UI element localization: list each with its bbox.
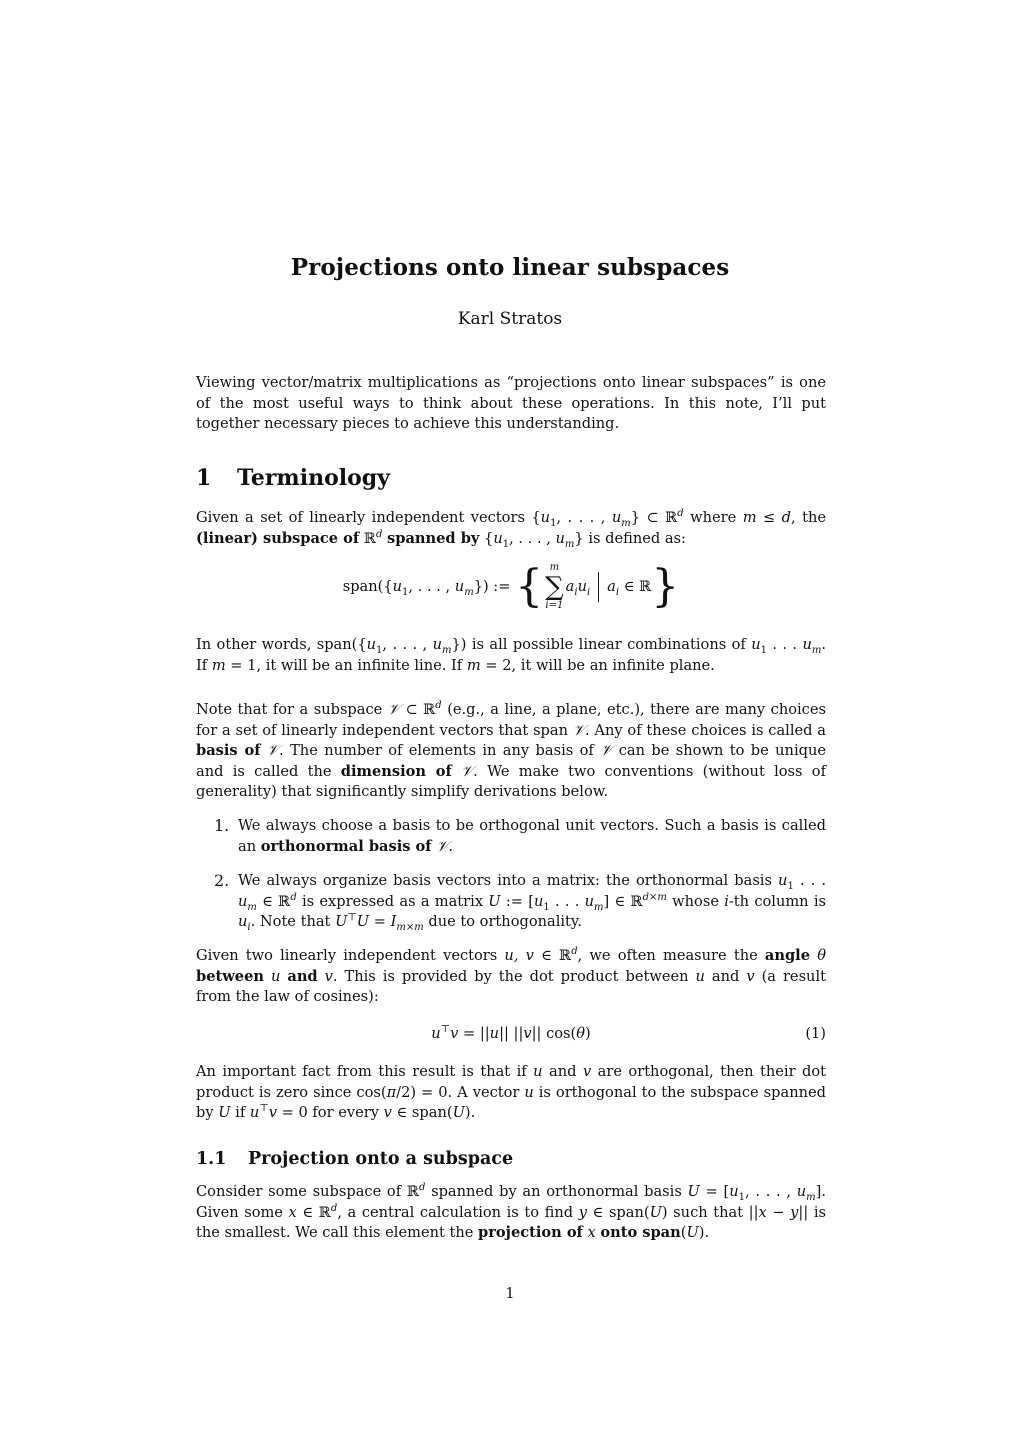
paragraph-basis: Note that for a subspace 𝒱 ⊂ ℝ$^d$ (e.g., a line, a plane, etc.), there are many choices for a set of linearly independent vectors that span 𝒱. Any of these choices is called a basis of 𝒱. The number of elements in any basis of 𝒱 can be shown to be unique and is called the dimension of 𝒱. We make two conventions (without loss of generality) that significantly simplify derivations below. xyxy=(196,700,826,801)
paragraph-orthogonal: An important fact from this result is that if u and v are orthogonal, then their dot product is zero since cos(π/2) = 0. A vector u is orthogonal to the subspace spanned by U if u⊤v = 0 for every v ∈ span(U). xyxy=(196,1063,826,1122)
list-item: 1. We always choose a basis to be orthogonal unit vectors. Such a basis is called an orthonormal basis of 𝒱. xyxy=(214,816,826,855)
span-definition-equation: $span(\{u_1$, . . . , $u_m$}) := { m ∑ i=1 $a_iu_i$ $a_i$ ∈ ℝ} xyxy=(342,561,680,612)
subsection-heading-projection xyxy=(196,1149,513,1169)
abstract xyxy=(196,373,826,435)
author-name: Karl Stratos xyxy=(457,309,563,329)
paragraph-projection: Consider some subspace of ℝ$^d$ spanned by an orthonormal basis $U = [u_1$, . . . , $u_m$]. Given some x ∈ ℝ$^d$, a central calculation is to find y ∈ span(U) such that ||x − y|| is the smallest. We call this element the projection of x onto span(U). xyxy=(196,1182,826,1242)
section-heading-terminology xyxy=(196,465,390,491)
equation-1: u⊤v = ||u|| ||v|| cos(θ) (1) xyxy=(431,1024,826,1042)
subsection-title: Projection onto a subspace xyxy=(248,1149,514,1169)
conventions-list xyxy=(196,816,826,933)
abstract-text: Viewing vector/matrix multiplications as “projections onto linear subspaces” is one of the most useful ways to think about these operations. In this note, I’ll put together necessary pieces to achieve this understanding. xyxy=(196,374,826,433)
subsection-number: 1.1 xyxy=(196,1149,227,1169)
equation-number: (1) xyxy=(805,1025,826,1042)
paragraph-angle: Given two linearly independent vectors u, v ∈ ℝ$^d$, we often measure the angle θ between u and v. This is provided by the dot product between u and v (a result from the law of cosines): xyxy=(196,946,826,1006)
section-title: Terminology xyxy=(237,465,390,491)
page-number: 1 xyxy=(505,1285,515,1302)
section-number: 1 xyxy=(196,465,212,491)
list-item: 2. We always organize basis vectors into a matrix: the orthonormal basis $u_1$ . . . $u_m$ ∈ ℝ$^d$ is expressed as a matrix U := [$u_1$ . . . $u_m$] ∈ ℝ$^{d\times m}$ whose i-th column is $u_i$. Note that $U^⊤U = I_{m\times m}$ due to orthogonality. xyxy=(214,871,826,934)
paper-title: Projections onto linear subspaces xyxy=(290,254,730,281)
paragraph-span-definition: Given a set of linearly independent vectors {$u_1$, . . . , $u_m$} ⊂ ℝ$^d$ where m ≤ d, the (linear) subspace of ℝ$^d$ spanned by {$u_1$, . . . , $u_m$} is defined as: xyxy=(196,508,826,550)
paragraph-span-explanation: In other words, $span(\{u_1$, . . . , $u_m$}) is all possible linear combinations of $u_1$ . . . $u_m$. If m = 1, it will be an infinite line. If m = 2, it will be an infinite plane. xyxy=(196,636,826,674)
